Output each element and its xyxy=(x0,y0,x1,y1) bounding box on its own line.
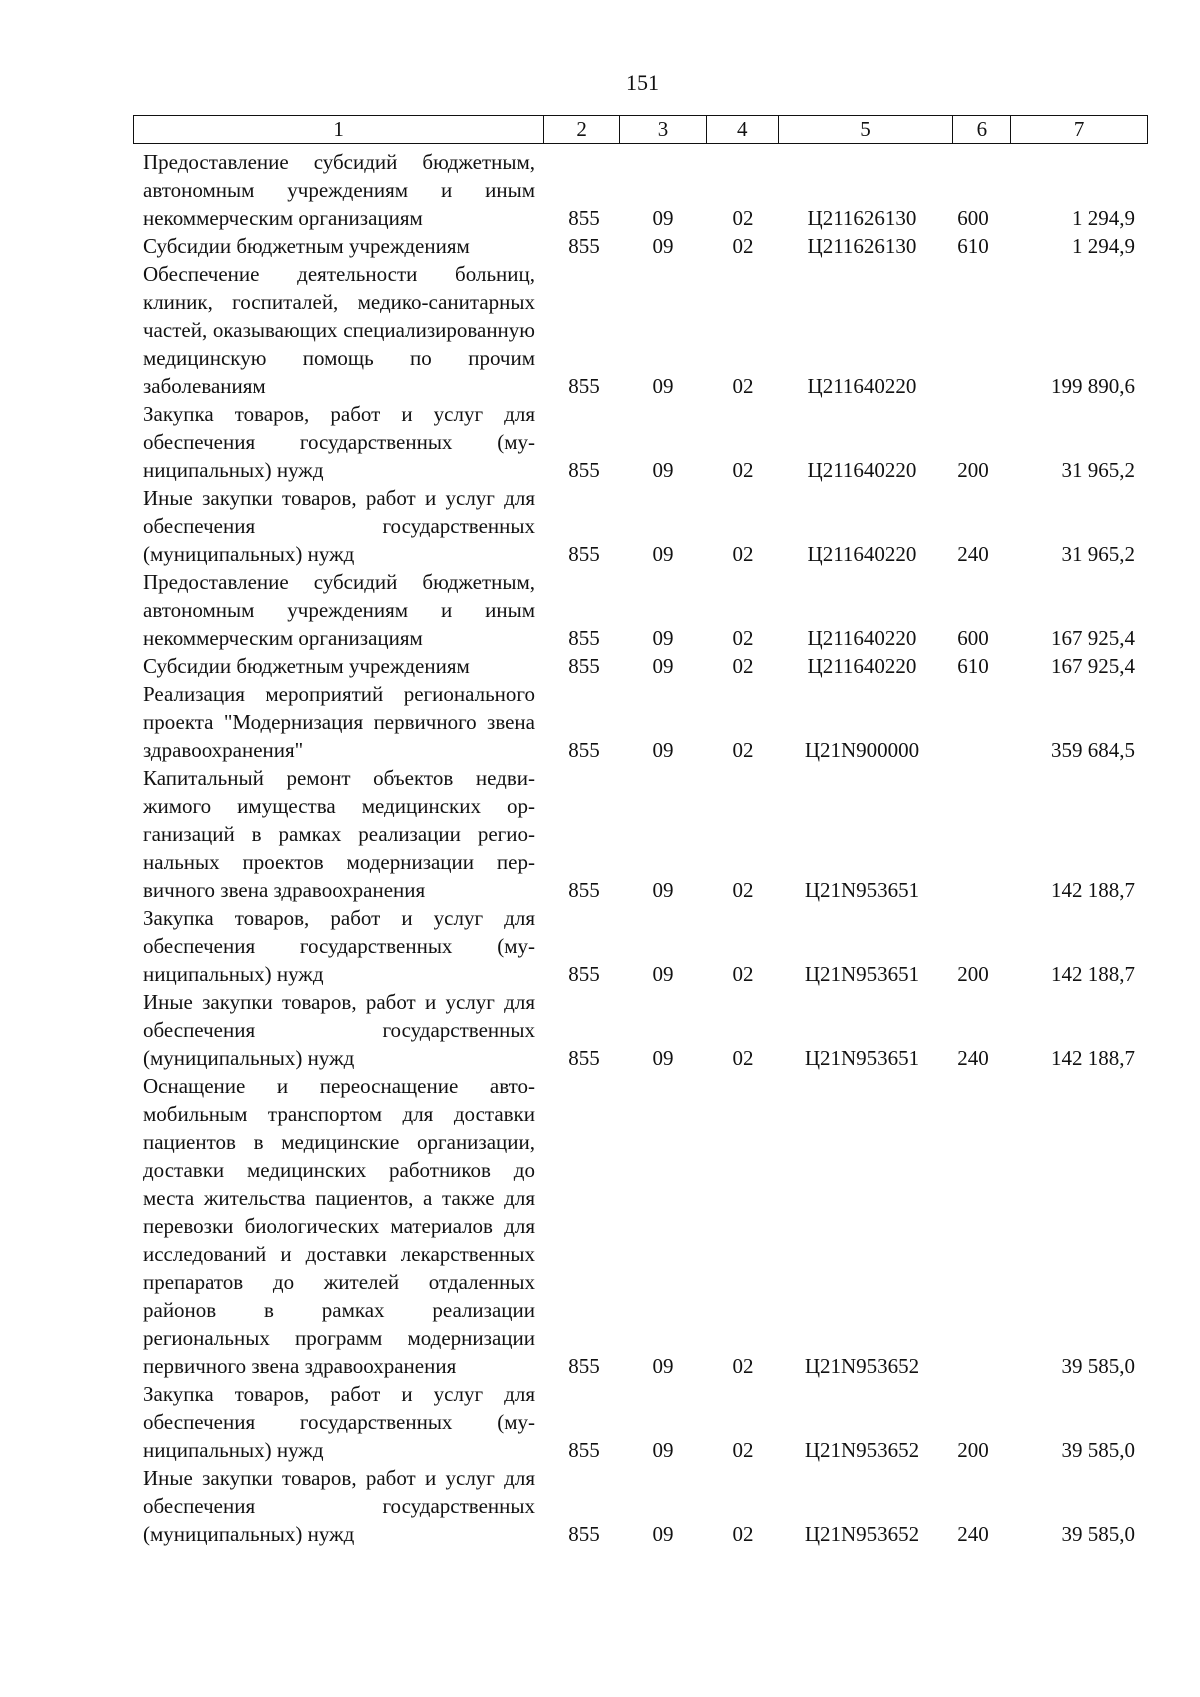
cell-amount: 359 684,5 xyxy=(1051,738,1135,762)
cell-target-article: Ц21N953652 xyxy=(804,1438,920,1462)
cell-ved: 855 xyxy=(568,654,600,678)
cell-section: 09 xyxy=(652,878,674,902)
cell-ved: 855 xyxy=(568,206,600,230)
cell-expense-type: 600 xyxy=(957,206,989,230)
cell-target-article: Ц21N953651 xyxy=(804,878,920,902)
cell-expense-type: 600 xyxy=(957,626,989,650)
cell-amount: 31 965,2 xyxy=(1061,542,1135,566)
row-description: Иные закупки товаров, работ и услуг для обеспечения государственных (муниципальных) нужд xyxy=(143,990,535,1070)
cell-amount: 167 925,4 xyxy=(1051,626,1135,650)
cell-subsection: 02 xyxy=(732,878,754,902)
cell-ved: 855 xyxy=(568,738,600,762)
cell-expense-type: 200 xyxy=(957,458,989,482)
column-header-4: 4 xyxy=(707,116,779,143)
cell-target-article: Ц211640220 xyxy=(807,654,917,678)
cell-target-article: Ц21N953651 xyxy=(804,1046,920,1070)
cell-expense-type: 610 xyxy=(957,234,989,258)
cell-ved: 855 xyxy=(568,458,600,482)
row-description: Закупка товаров, работ и услуг для обеспечения государственных (муниципальных) нужд xyxy=(143,906,535,986)
cell-target-article: Ц21N953652 xyxy=(804,1354,920,1378)
column-header-3: 3 xyxy=(620,116,707,143)
cell-ved: 855 xyxy=(568,374,600,398)
cell-ved: 855 xyxy=(568,878,600,902)
cell-section: 09 xyxy=(652,374,674,398)
table-row xyxy=(143,1464,1143,1548)
cell-subsection: 02 xyxy=(732,458,754,482)
cell-amount: 39 585,0 xyxy=(1061,1354,1135,1378)
table-header xyxy=(133,115,1148,144)
cell-section: 09 xyxy=(652,542,674,566)
page-number: 151 xyxy=(626,70,659,95)
cell-target-article: Ц211640220 xyxy=(807,458,917,482)
cell-expense-type: 200 xyxy=(957,962,989,986)
cell-target-article: Ц21N953652 xyxy=(804,1522,920,1546)
row-description: Предоставление субсидий бюджетным, автономным учреждениям и иным некоммерческим организациям xyxy=(143,570,535,650)
cell-amount: 39 585,0 xyxy=(1061,1522,1135,1546)
table-row xyxy=(143,232,1143,260)
cell-amount: 142 188,7 xyxy=(1051,878,1135,902)
cell-amount: 1 294,9 xyxy=(1072,234,1135,258)
cell-subsection: 02 xyxy=(732,962,754,986)
cell-section: 09 xyxy=(652,1438,674,1462)
cell-amount: 142 188,7 xyxy=(1051,1046,1135,1070)
table-row xyxy=(143,764,1143,904)
cell-subsection: 02 xyxy=(732,1354,754,1378)
column-header-5: 5 xyxy=(779,116,954,143)
cell-section: 09 xyxy=(652,234,674,258)
row-description: Закупка товаров, работ и услуг для обеспечения государственных (муниципальных) нужд xyxy=(143,1382,535,1462)
cell-subsection: 02 xyxy=(732,542,754,566)
cell-expense-type: 200 xyxy=(957,1438,989,1462)
row-description: Предоставление субсидий бюджетным, автономным учреждениям и иным некоммерческим организациям xyxy=(143,150,535,230)
cell-section: 09 xyxy=(652,654,674,678)
cell-target-article: Ц211640220 xyxy=(807,626,917,650)
cell-target-article: Ц21N900000 xyxy=(804,738,920,762)
table-row xyxy=(143,400,1143,484)
column-header-6: 6 xyxy=(953,116,1011,143)
cell-amount: 31 965,2 xyxy=(1061,458,1135,482)
cell-section: 09 xyxy=(652,1046,674,1070)
cell-subsection: 02 xyxy=(732,738,754,762)
table-row xyxy=(143,148,1143,232)
row-description: Капитальный ремонт объектов недвижимого имущества медицинских организаций в рамках реализации региональных проектов модернизации первичного звена здравоохранения xyxy=(143,766,535,902)
cell-amount: 142 188,7 xyxy=(1051,962,1135,986)
cell-expense-type: 610 xyxy=(957,654,989,678)
cell-subsection: 02 xyxy=(732,374,754,398)
cell-target-article: Ц21N953651 xyxy=(804,962,920,986)
table-row xyxy=(143,1380,1143,1464)
cell-subsection: 02 xyxy=(732,234,754,258)
row-description: Субсидии бюджетным учреждениям xyxy=(143,654,470,678)
cell-ved: 855 xyxy=(568,626,600,650)
cell-expense-type: 240 xyxy=(957,1522,989,1546)
cell-subsection: 02 xyxy=(732,1046,754,1070)
row-description: Обеспечение деятельности больниц, клиник, госпиталей, медико-санитарных частей, оказывающих специализированную медицинскую помощь по прочим заболеваниям xyxy=(143,262,535,398)
cell-target-article: Ц211640220 xyxy=(807,542,917,566)
cell-section: 09 xyxy=(652,626,674,650)
cell-section: 09 xyxy=(652,962,674,986)
cell-section: 09 xyxy=(652,1522,674,1546)
cell-section: 09 xyxy=(652,458,674,482)
table-row xyxy=(143,904,1143,988)
row-description: Иные закупки товаров, работ и услуг для обеспечения государственных (муниципальных) нужд xyxy=(143,1466,535,1546)
cell-ved: 855 xyxy=(568,1046,600,1070)
cell-amount: 167 925,4 xyxy=(1051,654,1135,678)
table-row xyxy=(143,680,1143,764)
table-row xyxy=(143,988,1143,1072)
row-description: Иные закупки товаров, работ и услуг для обеспечения государственных (муниципальных) нужд xyxy=(143,486,535,566)
column-header-7: 7 xyxy=(1073,117,1085,141)
row-description: Реализация мероприятий регионального проекта "Модернизация первичного звена здравоохранения" xyxy=(143,682,535,762)
cell-amount: 199 890,6 xyxy=(1051,374,1135,398)
cell-target-article: Ц211640220 xyxy=(807,374,917,398)
cell-target-article: Ц211626130 xyxy=(807,234,917,258)
cell-subsection: 02 xyxy=(732,206,754,230)
row-description: Оснащение и переоснащение автомобильным транспортом для доставки пациентов в медицинские организации, доставки медицинских работников до места жительства пациентов, а также для перевозки биологических материалов для исследований и доставки лекарственных препаратов до жителей отдаленных районов в рамках реализации региональных программ модернизации первичного звена здравоохранения xyxy=(143,1074,535,1378)
table-row xyxy=(143,652,1143,680)
column-header-2: 2 xyxy=(544,116,620,143)
cell-expense-type: 240 xyxy=(957,542,989,566)
row-description: Субсидии бюджетным учреждениям xyxy=(143,234,470,258)
cell-amount: 39 585,0 xyxy=(1061,1438,1135,1462)
cell-subsection: 02 xyxy=(732,1438,754,1462)
cell-section: 09 xyxy=(652,1354,674,1378)
table-row xyxy=(143,1072,1143,1380)
cell-expense-type: 240 xyxy=(957,1046,989,1070)
cell-ved: 855 xyxy=(568,1522,600,1546)
cell-target-article: Ц211626130 xyxy=(807,206,917,230)
table-body xyxy=(143,148,1143,1548)
column-header-1: 1 xyxy=(134,116,544,143)
cell-ved: 855 xyxy=(568,962,600,986)
row-description: Закупка товаров, работ и услуг для обеспечения государственных (муниципальных) нужд xyxy=(143,402,535,482)
table-row xyxy=(143,260,1143,400)
table-row xyxy=(143,484,1143,568)
cell-subsection: 02 xyxy=(732,1522,754,1546)
cell-amount: 1 294,9 xyxy=(1072,206,1135,230)
cell-subsection: 02 xyxy=(732,626,754,650)
cell-subsection: 02 xyxy=(732,654,754,678)
cell-ved: 855 xyxy=(568,234,600,258)
cell-ved: 855 xyxy=(568,1438,600,1462)
cell-section: 09 xyxy=(652,206,674,230)
cell-section: 09 xyxy=(652,738,674,762)
cell-ved: 855 xyxy=(568,1354,600,1378)
table-row xyxy=(143,568,1143,652)
cell-ved: 855 xyxy=(568,542,600,566)
